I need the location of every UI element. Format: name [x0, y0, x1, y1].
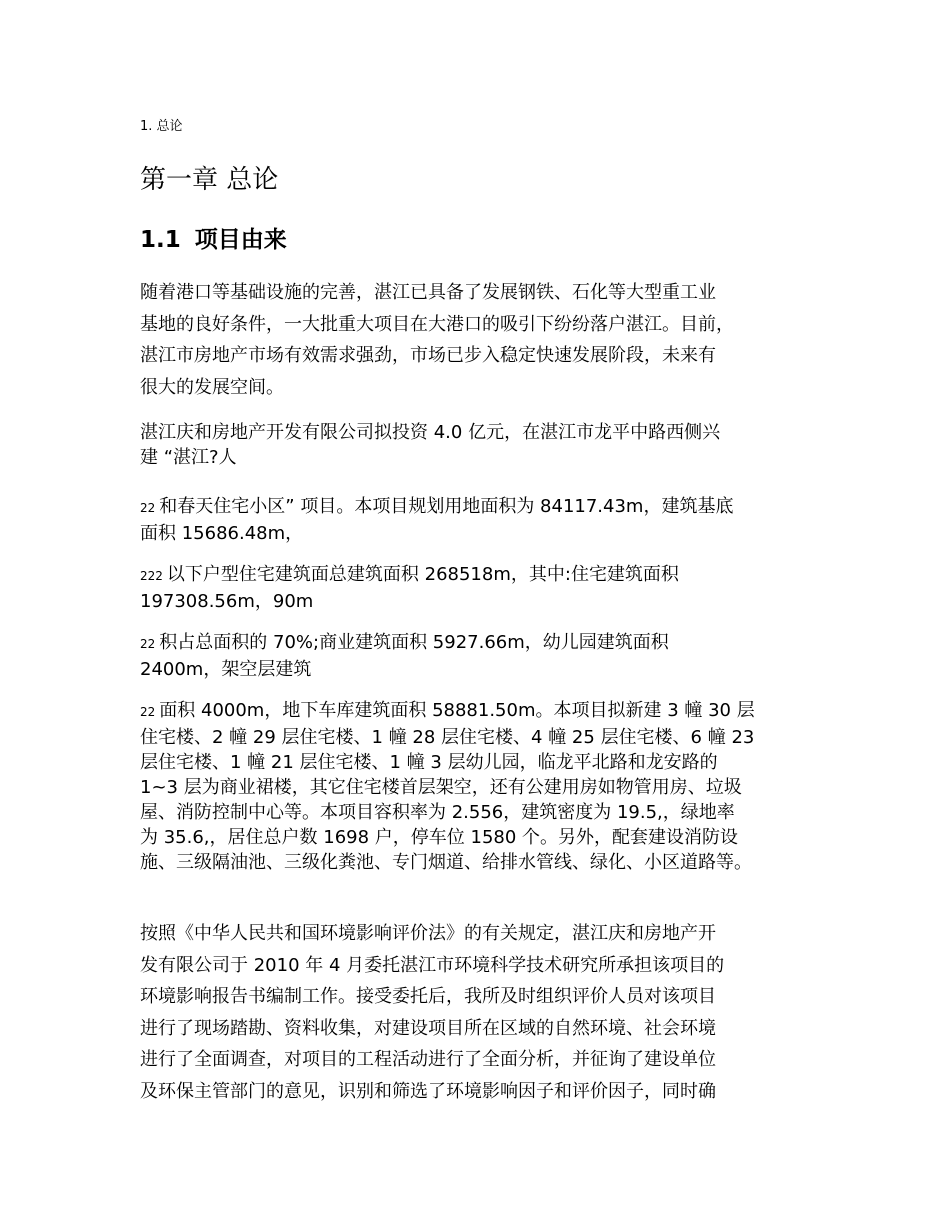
- text-line: 197308.56m，90m: [140, 591, 314, 612]
- text-line: 环境影响报告书编制工作。接受委托后，我所及时组织评价人员对该项目: [140, 986, 716, 1007]
- text-line: 建 “湛江?人: [140, 447, 237, 468]
- text-line: [140, 494, 830, 521]
- text-line: 屋、消防控制中心等。本项目容积率为 2.556，建筑密度为 19.5,，绿地率: [140, 802, 735, 823]
- text-line: 1~3 层为商业裙楼，其它住宅楼首层架空，还有公建用房如物管用房、垃圾: [140, 777, 742, 798]
- superscript-marker: 22: [140, 705, 156, 719]
- text-line: 随着港口等基础设施的完善，湛江已具备了发展钢铁、石化等大型重工业: [140, 282, 716, 303]
- text-line-content: 和春天住宅小区” 项目。本项目规划用地面积为 84117.43m，建筑基底: [159, 496, 734, 517]
- text-line: 为 35.6,，居住总户数 1698 户，停车位 1580 个。另外，配套建设消防设: [140, 827, 739, 848]
- text-line: 施、三级隔油池、三级化粪池、专门烟道、给排水管线、绿化、小区道路等。: [140, 852, 752, 873]
- paragraph-commercial-area: [140, 630, 830, 682]
- text-line: 层住宅楼、1 幢 21 层住宅楼、1 幢 3 层幼儿园，临龙平北路和龙安路的: [140, 752, 718, 773]
- text-line-content: 以下户型住宅建筑面总建筑面积 268518m，其中:住宅建筑面积: [166, 564, 679, 585]
- text-line: 按照《中华人民共和国环境影响评价法》的有关规定，湛江庆和房地产开: [140, 923, 716, 944]
- paragraph-eia-commission: [140, 918, 830, 1107]
- paragraph-project-background: [140, 277, 830, 403]
- text-line-content: 积占总面积的 70%;商业建筑面积 5927.66m，幼儿园建筑面积: [159, 632, 669, 653]
- text-line: 面积 15686.48m，: [140, 523, 304, 544]
- paragraph-investment: [140, 420, 830, 470]
- section-title: [140, 223, 287, 257]
- superscript-marker: 22: [140, 501, 156, 515]
- paragraph-building-details: [140, 698, 830, 875]
- text-line: 湛江庆和房地产开发有限公司拟投资 4.0 亿元，在湛江市龙平中路西侧兴: [140, 422, 721, 443]
- section-number: 1.1: [140, 227, 181, 253]
- running-header: 1. 总论: [140, 119, 183, 134]
- superscript-marker: 222: [140, 569, 163, 583]
- text-line: 很大的发展空间。: [140, 376, 284, 398]
- paragraph-land-area: [140, 494, 830, 546]
- text-line: 发有限公司于 2010 年 4 月委托湛江市环境科学技术研究所承担该项目的: [140, 954, 725, 976]
- text-line: [140, 698, 830, 725]
- text-line: 进行了全面调查，对项目的工程活动进行了全面分析，并征询了建设单位: [140, 1049, 716, 1070]
- text-line: 基地的良好条件，一大批重大项目在大港口的吸引下纷纷落户湛江。目前，: [140, 313, 734, 335]
- text-line: 进行了现场踏勘、资料收集，对建设项目所在区域的自然环境、社会环境: [140, 1017, 716, 1039]
- text-line: 住宅楼、2 幢 29 层住宅楼、1 幢 28 层住宅楼、4 幢 25 层住宅楼、6 幢 23: [140, 727, 755, 748]
- chapter-title: 第一章 总论: [140, 165, 279, 195]
- text-line: [140, 562, 830, 589]
- section-heading-text: 项目由来: [194, 227, 287, 253]
- text-line-content: 面积 4000m，地下车库建筑面积 58881.50m。本项目拟新建 3 幢 30 层: [159, 700, 755, 721]
- paragraph-floor-area: [140, 562, 830, 614]
- text-line: 2400m，架空层建筑: [140, 659, 312, 680]
- text-line: [140, 630, 830, 657]
- text-line: 湛江市房地产市场有效需求强劲，市场已步入稳定快速发展阶段，未来有: [140, 345, 716, 366]
- superscript-marker: 22: [140, 637, 156, 651]
- text-line: 及环保主管部门的意见，识别和筛选了环境影响因子和评价因子，同时确: [140, 1080, 716, 1102]
